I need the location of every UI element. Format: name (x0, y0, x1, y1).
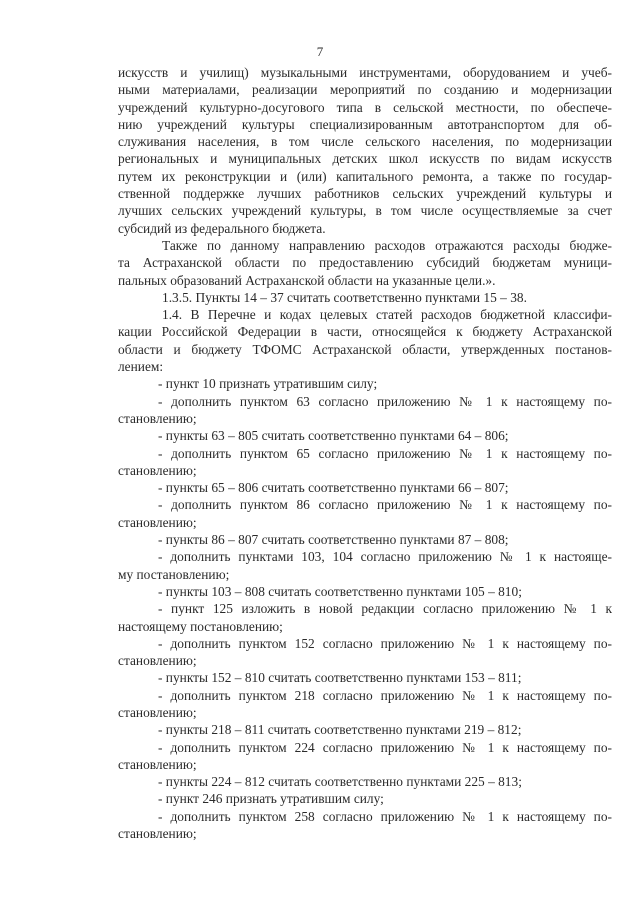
list-item (118, 548, 612, 583)
text-line: ственной поддержке лучших работников сельских учреждений культуры и (118, 186, 612, 202)
text-line: Также по данному направлению расходов отражаются расходы бюдже- (162, 237, 612, 253)
text-line: ными материалами, реализации мероприятий по созданию и модернизации (118, 82, 612, 98)
text-line: становлению; (118, 462, 197, 478)
list-item (118, 669, 612, 686)
text-line: искусств и училищ) музыкальными инструментами, оборудованием и учеб- (118, 65, 612, 80)
list-item (118, 496, 612, 531)
text-line: кации Российской Федерации в части, относящейся к бюджету Астраханской (118, 324, 612, 340)
list-item (118, 445, 612, 480)
text-line: настоящему постановлению; (118, 618, 283, 634)
list-item (118, 600, 612, 635)
list-item (118, 773, 612, 790)
list-item (118, 393, 612, 428)
text-line: учреждений культурно-досугового типа в сельской местности, по обеспече- (118, 99, 612, 115)
paragraph (118, 306, 612, 375)
paragraph (118, 64, 612, 237)
text-line: лучших сельских учреждений культуры, в том числе осуществляемые за счет (118, 203, 612, 219)
text-line: становлению; (118, 826, 197, 842)
text-line: становлению; (118, 756, 197, 772)
text-line: - пункты 152 – 810 считать соответственно пунктами 153 – 811; (158, 670, 522, 686)
list-item (118, 583, 612, 600)
list-item (118, 721, 612, 738)
page-number: 7 (316, 44, 324, 59)
list-item (118, 531, 612, 548)
text-line: нию учреждений культуры специализированным автотранспортом для об- (118, 116, 612, 132)
document-body (118, 64, 612, 842)
text-line: - пункт 246 признать утратившим силу; (158, 791, 384, 807)
text-line: путем их реконструкции и (или) капитального ремонта, а также по государ- (118, 168, 612, 184)
text-line: становлению; (118, 704, 197, 720)
text-line: - дополнить пунктом 258 согласно приложению № 1 к настоящему по- (158, 808, 612, 824)
list-item (118, 687, 612, 722)
text-line: становлению; (118, 514, 197, 530)
text-line: - пункты 86 – 807 считать соответственно пунктами 87 – 808; (158, 532, 509, 548)
text-line: служивания населения, в том числе сельского населения, по модернизации (118, 134, 612, 150)
text-line: - дополнить пунктом 152 согласно приложению № 1 к настоящему по- (158, 635, 612, 651)
text-line: - дополнить пунктами 103, 104 согласно приложению № 1 к настояще- (158, 549, 612, 565)
text-line: - дополнить пунктом 224 согласно приложению № 1 к настоящему по- (158, 739, 612, 755)
list-item (118, 635, 612, 670)
text-line: лением: (118, 359, 164, 375)
text-line: - пункты 218 – 811 считать соответственно пунктами 219 – 812; (158, 722, 522, 738)
paragraph (118, 237, 612, 289)
text-line: области и бюджету ТФОМС Астраханской области, утвержденных постанов- (118, 341, 612, 357)
text-line: му постановлению; (118, 566, 230, 582)
text-line: - дополнить пунктом 65 согласно приложению № 1 к настоящему по- (158, 445, 612, 461)
text-line: субсидий из федерального бюджета. (118, 220, 326, 236)
text-line: становлению; (118, 410, 197, 426)
text-line: - дополнить пунктом 86 согласно приложению № 1 к настоящему по- (158, 497, 612, 513)
text-line: 1.4. В Перечне и кодах целевых статей расходов бюджетной классифи- (162, 307, 612, 323)
text-line: - пункты 224 – 812 считать соответственно пунктами 225 – 813; (158, 774, 522, 790)
list-item (118, 427, 612, 444)
list-item (118, 808, 612, 843)
list-item (118, 790, 612, 807)
list-item (118, 739, 612, 774)
list-item (118, 375, 612, 392)
text-line: - дополнить пунктом 63 согласно приложению № 1 к настоящему по- (158, 393, 612, 409)
paragraph (118, 289, 612, 306)
text-line: - дополнить пунктом 218 согласно приложению № 1 к настоящему по- (158, 687, 612, 703)
text-line: пальных образований Астраханской области на указанные цели.». (118, 272, 496, 288)
text-line: 1.3.5. Пункты 14 – 37 считать соответственно пунктами 15 – 38. (162, 289, 527, 305)
text-line: - пункты 63 – 805 считать соответственно пунктами 64 – 806; (158, 428, 509, 444)
text-line: - пункт 10 признать утратившим силу; (158, 376, 378, 392)
text-line: становлению; (118, 653, 197, 669)
text-line: - пункты 65 – 806 считать соответственно пунктами 66 – 807; (158, 480, 509, 496)
text-line: - пункт 125 изложить в новой редакции согласно приложению № 1 к (158, 601, 612, 617)
text-line: - пункты 103 – 808 считать соответственно пунктами 105 – 810; (158, 583, 522, 599)
list-item (118, 479, 612, 496)
text-line: региональных и муниципальных детских школ искусств по видам искусств (118, 151, 612, 167)
text-line: та Астраханской области по предоставлению субсидий бюджетам муници- (118, 255, 612, 271)
